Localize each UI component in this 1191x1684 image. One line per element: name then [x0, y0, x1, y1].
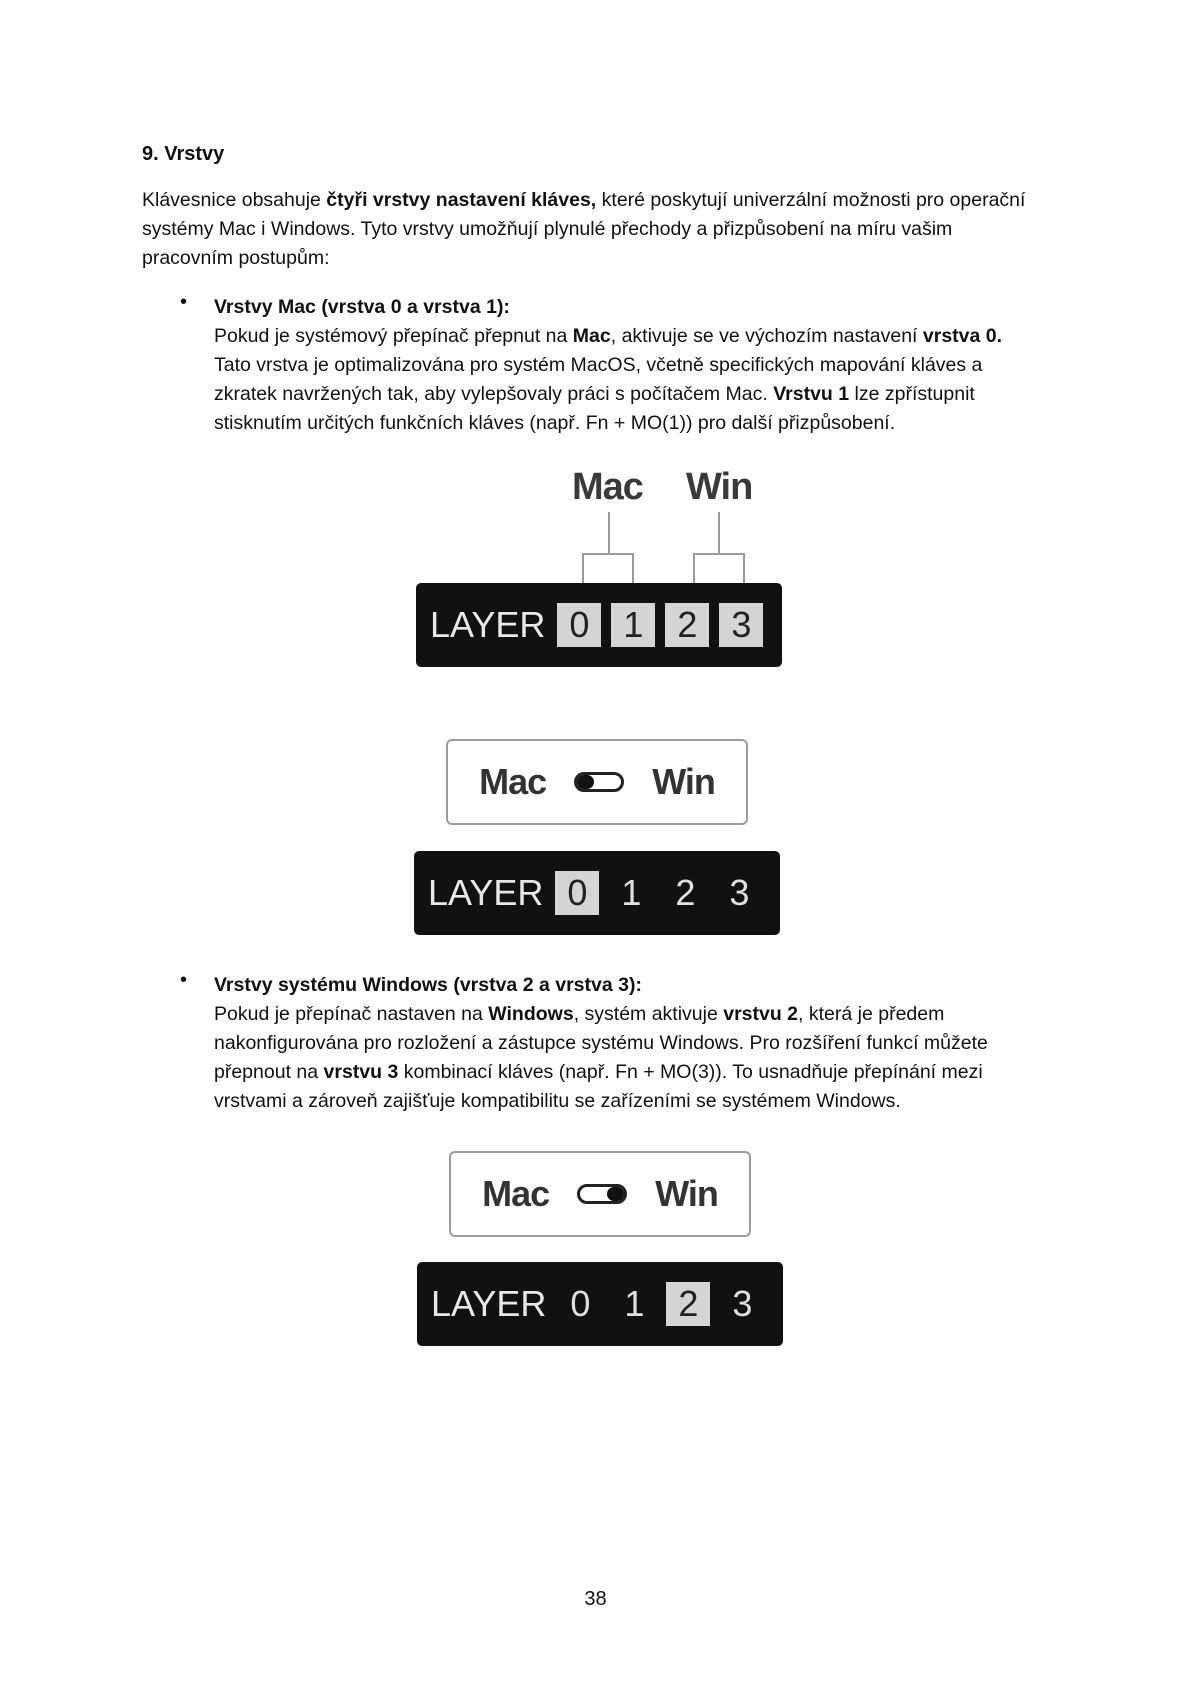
text: přepnout na: [214, 1061, 324, 1083]
layer-word: LAYER: [430, 604, 546, 645]
bullet-win-line-2: nakonfigurována pro rozložení a zástupce systému Windows. Pro rozšíření funkcí můžete: [214, 1032, 988, 1054]
connector-line: [693, 553, 745, 555]
switch-knob: [577, 775, 594, 789]
layer-number: 1: [621, 872, 642, 913]
toggle-mac-label: Mac: [482, 1173, 550, 1214]
bullet-windows: [214, 971, 1074, 1116]
switch-knob: [607, 1187, 624, 1201]
intro-line-2: systémy Mac i Windows. Tyto vrstvy umožňují plynulé přechody a přizpůsobení na míru vašim: [142, 218, 953, 240]
text: , která je předem: [798, 1003, 945, 1025]
bullet-win-title: Vrstvy systému Windows (vrstva 2 a vrstva 3):: [214, 974, 642, 996]
bullet-win-line-3: [214, 1058, 1074, 1087]
os-switch-icon: [577, 1184, 627, 1204]
diagram-mac-label: Mac: [572, 466, 643, 508]
bullet-mac-line-4: stisknutím určitých funkčních kláves (např. Fn + MO(1)) pro další přizpůsobení.: [214, 412, 896, 434]
bold-text: vrstvu 2: [723, 1003, 799, 1025]
layer-number: 0: [570, 1283, 591, 1324]
text: Pokud je přepínač nastaven na: [214, 1003, 489, 1025]
bullet-win-line-4: vrstvami a zároveň zajišťuje kompatibilitu se zařízeními se systémem Windows.: [214, 1090, 901, 1112]
os-toggle-box: [449, 1151, 751, 1237]
bullet-icon: •: [180, 969, 188, 991]
layer-bar: [417, 1262, 783, 1346]
layer-word: LAYER: [428, 872, 544, 913]
toggle-win-label: Win: [652, 761, 715, 802]
toggle-win-label: Win: [655, 1173, 718, 1214]
layer-number: 3: [719, 603, 763, 647]
text: kombinací kláves (např. Fn + MO(3)). To usnadňuje přepínání mezi: [398, 1061, 983, 1083]
bullet-mac-title: Vrstvy Mac (vrstva 0 a vrstva 1):: [214, 296, 510, 318]
layer-bar: [416, 583, 782, 667]
intro-line-1: [142, 186, 1072, 215]
layer-number: 1: [624, 1283, 645, 1324]
intro-text: Klávesnice obsahuje: [142, 189, 327, 211]
layer-bar: [414, 851, 780, 935]
layer-number: 2: [675, 872, 696, 913]
intro-bold: čtyři vrstvy nastavení kláves,: [326, 189, 597, 211]
os-toggle-box: [446, 739, 748, 825]
layer-number: 2: [666, 1282, 710, 1326]
bullet-mac: [214, 293, 1074, 438]
toggle-mac-label: Mac: [479, 761, 547, 802]
section-heading: 9. Vrstvy: [142, 143, 225, 165]
bold-text: vrstvu 3: [323, 1061, 399, 1083]
connector-line: [582, 553, 634, 555]
bullet-mac-line-2: Tato vrstva je optimalizována pro systém MacOS, včetně specifických mapování kláves a: [214, 354, 983, 376]
layer-number: 0: [557, 603, 601, 647]
bold-text: Mac: [572, 325, 611, 347]
bold-text: Windows: [488, 1003, 574, 1025]
text: , aktivuje se ve výchozím nastavení: [610, 325, 923, 347]
os-switch-icon: [574, 772, 624, 792]
bold-text: vrstva 0.: [922, 325, 1003, 347]
connector-line: [718, 512, 720, 554]
layer-number: 1: [611, 603, 655, 647]
layer-word: LAYER: [431, 1283, 547, 1324]
page-number: 38: [584, 1588, 607, 1610]
text: , systém aktivuje: [573, 1003, 724, 1025]
layer-number: 3: [729, 872, 750, 913]
intro-text: které poskytují univerzální možnosti pro operační: [596, 189, 1026, 211]
connector-line: [608, 512, 610, 554]
bullet-mac-line-3: [214, 380, 1074, 409]
text: zkratek navržených tak, aby vylepšovaly práci s počítačem Mac.: [214, 383, 774, 405]
layer-number: 0: [555, 871, 599, 915]
layer-number: 3: [732, 1283, 753, 1324]
text: lze zpřístupnit: [849, 383, 975, 405]
intro-line-3: pracovním postupům:: [142, 247, 330, 269]
text: Pokud je systémový přepínač přepnut na: [214, 325, 573, 347]
bullet-mac-line-1: [214, 322, 1074, 351]
bold-text: Vrstvu 1: [773, 383, 850, 405]
diagram-win-label: Win: [686, 466, 753, 508]
layer-number: 2: [665, 603, 709, 647]
bullet-icon: •: [180, 291, 188, 313]
intro-paragraph: [142, 186, 1072, 273]
bullet-win-line-1: [214, 1000, 1074, 1029]
